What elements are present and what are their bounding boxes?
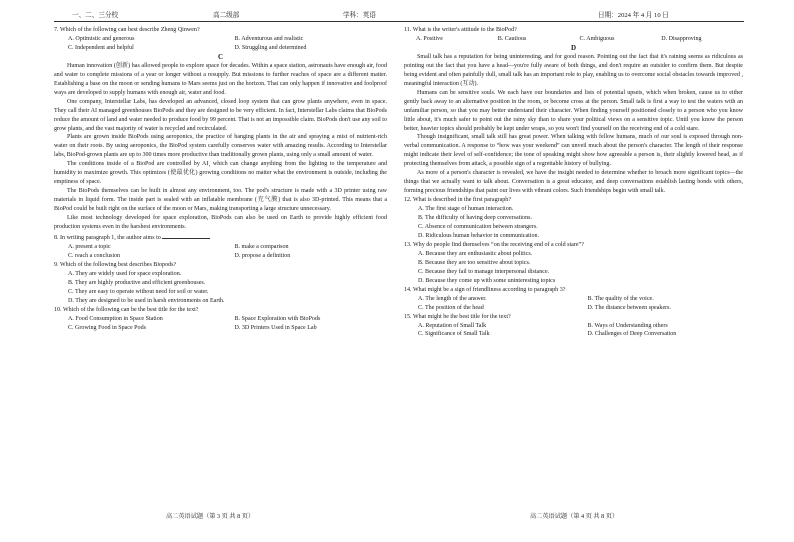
right-column — [404, 26, 743, 339]
option: B. Adventurous and realistic — [234, 35, 304, 42]
question-13-stem: 13. Why do people find themselves “on the receiving end of a cold stare”? — [404, 241, 584, 248]
option: A. Positive — [416, 35, 443, 42]
option: D. Disapproving — [661, 35, 702, 42]
header-divider — [54, 21, 744, 22]
option: C. Significance of Small Talk — [418, 331, 490, 338]
option: B. The difficulty of having deep conversations. — [418, 215, 532, 222]
question-14-options-ab — [404, 295, 743, 304]
option: B. Cautious — [497, 35, 527, 42]
option: A. Food Consumption in Space Station — [68, 315, 163, 322]
option: B. Ways of Understanding others — [587, 322, 668, 329]
option: A. They are widely used for space exploration. — [68, 270, 182, 277]
question-14-stem: 14. What might be a sign of friendliness according to paragraph 3? — [404, 286, 566, 293]
passage-c-paragraph: Plants are grown inside BioPods using aeroponics, the practice of hanging plants in the air and spraying a mist of nutrient-rich water on their roots. By using aeroponics, the BioPod system carefully conserves water with amazing results. According to Interstellar labs, BioPod-grown plants are up to 300 times more productive than traditionally grown plants, using only a small amount of water. — [54, 134, 387, 159]
question-10-stem: 10. Which of the following can be the best title for the text? — [54, 306, 199, 313]
passage-c-paragraph: The conditions inside of a BioPod are controlled by AI¸ which can change anything from the lighting to the temperature and humidity to maximize growth. This optimizes (使最优化) growing conditions no matter what the environment is outside, including the emptiness of space. — [54, 161, 387, 186]
question-9-stem: 9. Which of the following best describes Biopods? — [54, 261, 177, 268]
question-8-options-ab — [54, 243, 387, 252]
question-15-stem: 15. What might be the best title for the text? — [404, 313, 511, 320]
option: C. Growing Food in Space Pods — [68, 324, 146, 331]
option: C. They are easy to operate without need for soil or water. — [68, 288, 209, 295]
option: A. Optimistic and generous — [68, 35, 135, 42]
header-date: 日期：2024 年 4 月 10 日 — [598, 12, 669, 19]
question-7-options-cd — [54, 44, 387, 53]
option: A. The length of the answer. — [418, 295, 487, 302]
option: B. Because they are too sensitive about topics. — [418, 259, 531, 266]
question-10-options-cd — [54, 324, 387, 333]
passage-c-paragraph: One company, Interstellar Labs, has developed an advanced, closed loop system that can grow plants anywhere, even in space. They call their AI managed greenhouses BioPods and they are designed to be very efficient. In fact, Interstellar Labs claims that BioPods reduce the amount of land and water needed to produce food by 99 percent. That is not an impossible claim. BioPods don't use any soil to grow plants, and the vast majority of water is recycled and recirculated. — [54, 98, 387, 132]
option: A. The first stage of human interaction. — [418, 206, 514, 213]
option: B. make a comparison — [234, 243, 289, 250]
option: C. Because they fail to manage interpersonal distance. — [418, 268, 550, 275]
option: B. Space Exploration with BioPods — [234, 315, 321, 322]
option: A. present a topic — [68, 243, 111, 250]
question-10-options-ab — [54, 315, 387, 324]
header-subject: 学科：英语 — [343, 12, 376, 19]
question-8-text: 8. In writing paragraph 1, the author aims to — [54, 234, 161, 241]
header-school: 一、二、三分校 — [72, 12, 119, 19]
option: D. They are designed to be used in harsh environments on Earth. — [68, 297, 225, 304]
option: A. Because they are enthusiastic about politics. — [418, 250, 533, 257]
option: C. The position of the head — [418, 304, 484, 311]
left-column — [54, 26, 387, 332]
passage-d-paragraph: Humans can be sensitive souls. We each have our boundaries and lists of potential upsets, which when broken, cause us to either gently back away to an alternative position in the room, or become cross at the person. Small talk is first a way to test the waters with an unfamiliar person, so that you may better understand their character. When finding yourself positioned closely to a person who you know little about, it's much safer to point out the rainy sky than to share your political views on a sensitive topic. Until you know the person better, heavier topics should probably be kept under wraps, so you won't find yourself on the receiving end of a cold stare. — [404, 89, 743, 132]
option: B. The quality of the voice. — [587, 295, 654, 302]
passage-d-paragraph: Small talk has a reputation for being uninteresting, and for good reason. Pointing out the fact that it's raining seems as ridiculous as pointing out the fact that you have a head—you're fully aware of both things, and don't require an outsider to confirm them. But despite being evident and often painfully dull, small talk has an important role to play, enabling us to overcome social obstacles towards improved , meaningful interaction (互动). — [404, 53, 743, 87]
question-14-options-cd — [404, 304, 743, 313]
option: D. Challenges of Deep Conversation — [587, 331, 677, 338]
option: D. The distance between speakers. — [587, 304, 672, 311]
question-11-options — [404, 35, 743, 44]
question-15-options-cd — [404, 330, 743, 339]
option: C. Absence of communication between strangers. — [418, 224, 538, 231]
answer-blank — [162, 232, 210, 239]
question-8-options-cd — [54, 252, 387, 261]
footer-page-4: 高二英语试题（第 4 页 共 8 页） — [530, 513, 619, 520]
passage-d-paragraph: As more of a person's character is revealed, we have the insight needed to determine whether to broach more significant topics—the things that we actually want to talk about. Conversation is a great educator, and deep conversations establish lasting bonds with others, forming precious friendships that paint our lives with vibrant colors. Such friendships begin with small talk. — [404, 170, 743, 195]
header-grade: 高二级部 — [213, 12, 240, 19]
option: D. 3D Printers Used in Space Lab — [234, 324, 317, 331]
question-7-options-ab — [54, 35, 387, 44]
footer-page-3: 高二英语试题（第 3 页 共 8 页） — [166, 513, 255, 520]
section-c-heading: C — [217, 52, 224, 61]
question-11-stem: 11. What is the writer's attitude to the BioPod? — [404, 27, 517, 33]
passage-c-paragraph: The BioPods themselves can be built in almost any environment, too. The pod's structure is made with a 3D printer using raw materials in liquid form. The inside part is sealed with an inflatable membrane (充气膜) that is also 3D-printed. This means that a BioPod could be built right on the surface of the moon or Mars, making transporting a large structure unnecessary. — [54, 188, 387, 213]
option: D. propose a definition — [234, 252, 291, 259]
question-8-stem — [54, 232, 387, 243]
question-7-stem: 7. Which of the following can best describe Zheng Qinwen? — [54, 27, 200, 33]
option: C. Independent and helpful — [68, 44, 134, 51]
option: D. Struggling and determined — [234, 44, 307, 51]
passage-c-paragraph: Like most technology developed for space exploration, BioPods can also be used on Earth to provide highly efficient food production systems even in the harshest environments. — [54, 215, 387, 231]
option: B. They are highly productive and efficient greenhouses. — [68, 279, 206, 286]
question-12-stem: 12. What is described in the first paragraph? — [404, 197, 512, 204]
section-d-heading: D — [570, 43, 577, 52]
question-15-options-ab — [404, 322, 743, 331]
passage-c-paragraph: Human innovation (创新) has allowed people to explore space for decades. Within a space station, astronauts have enough air, food and water to complete missions of a year or longer without a resupply. But missions to further reaches of space are a different matter. Establishing a base on the moon or sending humans to Mars seems just on the horizon. That can only happen if innovative and foolproof ways are developed to supply humans with enough air, water and food. — [54, 62, 387, 96]
option: C. reach a conclusion — [68, 252, 121, 259]
option: A. Reputation of Small Talk — [418, 322, 487, 329]
passage-d-paragraph: Though insignificant, small talk still has great power. When talking with fellow humans, much of our soul is exposed through non-verbal communication. A response to “how was your weekend” can unveil much about the person's character. The length of their response might indicate their level of self-confidence; the tone of speaking might show how agreeable a person is, their slightly lowered head, as if protecting themselves from attack, a possible sign of a regrettable history of bullying. — [404, 134, 743, 168]
option: C. Ambiguous — [579, 35, 615, 42]
option: D. Because they come up with some uninteresting topics — [418, 277, 556, 284]
option: D. Ridiculous human behavior in communication. — [418, 232, 540, 239]
page-header — [0, 9, 794, 21]
